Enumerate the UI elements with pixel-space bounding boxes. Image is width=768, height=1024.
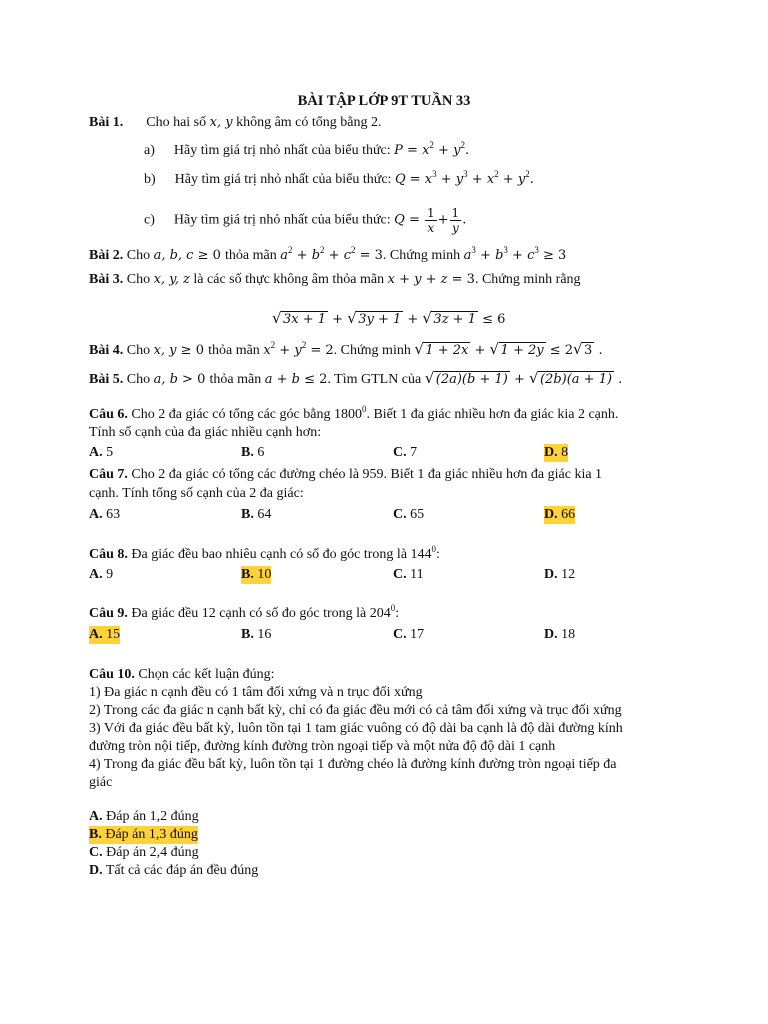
cau6-text1: Cho 2 đa giác có tổng các góc bằng 1800 [131,407,362,422]
cau10-intro: Chọn các kết luận đúng: [138,667,275,682]
cau10-option-d[interactable]: D. Tất cả các đáp án đều đúng [89,863,259,878]
bai1-intro: Cho hai số [146,115,207,130]
cau6-option-d[interactable]: D. 8 [544,445,569,460]
bai2-t3: . Chứng minh [382,248,461,263]
bai3-inequality: √ 3x + 1 + √ 3y + 1 + √ 3z + 1 ≤ 6 [272,309,506,327]
cau8-option-c[interactable]: C. 11 [393,567,424,582]
bai5-t2: thỏa mãn [209,372,262,387]
bai1-label: Bài 1. [89,115,124,130]
page-title: BÀI TẬP LỚP 9T TUẦN 33 [297,93,471,109]
cau9-line1: Câu 9. Đa giác đều 12 cạnh có số đo góc trong là $204^0$: [89,603,400,621]
bai4-t2: thỏa mãn [208,343,260,358]
bai2-t1: Cho [126,248,151,263]
bai3-t2: là các số thực không âm thỏa mãn [193,272,385,287]
cau10-option-c[interactable]: C. Đáp án 2,4 đúng [89,845,199,860]
cau10-line1 [89,666,274,684]
cau7-option-b[interactable]: B. 64 [241,507,272,522]
cau10-option-b[interactable]: B. Đáp án 1,3 đúng [89,827,198,842]
bai1-vars: x, y [209,115,233,130]
cau8-option-a[interactable]: A. 9 [89,567,114,582]
bai5-label: Bài 5. [89,372,124,387]
cau7-line2: cạnh. Tính tổng số cạnh của 2 đa giác: [89,486,304,501]
cau7-text1: Cho 2 đa giác có tổng các đường chéo là 959. Biết 1 đa giác nhiều hơn đa giác kia 1 [131,467,603,482]
bai2-t2: thỏa mãn [225,248,277,263]
cau6-option-c[interactable]: C. 7 [393,445,418,460]
bai1-a-formula: P [394,143,403,158]
bai1-c-label: c) [144,212,155,228]
bai1-c-formula: Q [394,212,405,228]
cau6-option-b[interactable]: B. 6 [241,445,265,460]
cau6-line2: Tính số cạnh của đa giác nhiều cạnh hơn: [89,425,322,440]
cau6-line1: Câu 6. Cho 2 đa giác có tổng các góc bằng 1800$^0$. Biết 1 đa giác nhiều hơn đa giác kia 2 cạnh. [89,404,619,422]
bai5-t3: . Tìm GTLN của [327,372,422,387]
cau10-label: Câu 10. [89,667,135,682]
bai1-intro2: không âm có tổng bằng 2. [236,115,382,130]
bai1-b-label: b) [144,172,156,187]
cau10-statement: 3) Với đa giác đều bất kỳ, luôn tồn tại 1 tam giác vuông có độ dài ba cạnh là độ dài đường kính [89,721,623,736]
bai1-a-text: Hãy tìm giá trị nhỏ nhất của biểu thức: [173,143,391,158]
cau8-text1: Đa giác đều bao nhiêu cạnh có số đo góc trong là 144 [131,547,432,562]
cau9-text1b: : [395,606,400,621]
bai3-label: Bài 3. [89,272,124,287]
bai1-b-text: Hãy tìm giá trị nhỏ nhất của biểu thức: [174,172,392,187]
cau10-option-a[interactable]: A. Đáp án 1,2 đúng [89,809,199,824]
cau7-option-a[interactable]: A. 63 [89,507,121,522]
bai1-c: c) Hãy tìm giá trị nhỏ nhất của biểu thức: Q = $\frac{1}{x}$ + $\frac{1}{y}$ . [144,206,467,235]
cau10-statement: 4) Trong đa giác đều bất kỳ, luôn tồn tại 1 đường chéo là đường kính đường tròn ngoại tiếp đa [89,757,617,772]
cau10-statement: 2) Trong các đa giác n cạnh bất kỳ, chỉ có đa giác đều mới có cả tâm đối xứng và trục đối xứng [89,703,622,718]
cau8-option-d[interactable]: D. 12 [544,567,576,582]
bai1-b-formula: Q [394,172,406,187]
cau7-option-d[interactable]: D. 66 [544,507,576,522]
cau10-statement: 1) Đa giác n cạnh đều có 1 tâm đối xứng và n trục đối xứng [89,685,423,700]
bai1-line [89,114,382,132]
bai1-b: b) Hãy tìm giá trị nhỏ nhất của biểu thức: $Q = x^3 + y^3 + x^2 + y^2$. [144,169,534,187]
cau10-statement: đường tròn nội tiếp, đường kính đường tròn ngoại tiếp và một nửa độ độ dài 1 cạnh [89,739,556,754]
cau7-line1 [89,466,602,484]
bai3-t3: . Chứng minh rằng [474,272,581,287]
cau8-label: Câu 8. [89,547,128,562]
bai3-t1: Cho [126,272,151,287]
cau9-option-d[interactable]: D. 18 [544,627,576,642]
bai1-a-label: a) [144,143,155,158]
cau8-line1: Câu 8. Đa giác đều bao nhiêu cạnh có số đo góc trong là $144^0$: [89,544,440,562]
cau6-label: Câu 6. [89,407,128,422]
bai2-line: Bài 2. Cho a, b, c ≥ 0 thỏa mãn $a^2 + b^2 + c^2 = 3$. Chứng minh $a^3 + b^3 + c^3 \ge 3$ [89,245,567,263]
bai1-a: a) Hãy tìm giá trị nhỏ nhất của biểu thức: $P = x^2 + y^2$. [144,140,470,158]
cau10-statement: giác [89,775,113,790]
bai1-c-text: Hãy tìm giá trị nhỏ nhất của biểu thức: [173,212,391,228]
bai4-t3: . Chứng minh [333,343,411,358]
bai2-label: Bài 2. [89,248,124,263]
bai4-t1: Cho [126,343,151,358]
cau7-label: Câu 7. [89,467,128,482]
cau8-text1b: : [436,547,440,562]
cau8-option-b[interactable]: B. 10 [241,567,272,582]
cau9-option-b[interactable]: B. 16 [241,627,272,642]
cau9-option-a[interactable]: A. 15 [89,627,121,642]
cau9-option-c[interactable]: C. 17 [393,627,425,642]
bai3-line: Bài 3. Cho x, y, z là các số thực không âm thỏa mãn x + y + z = 3. Chứng minh rằng [89,272,581,287]
cau7-option-c[interactable]: C. 65 [393,507,425,522]
cau6-text1b: . Biết 1 đa giác nhiều hơn đa giác kia 2 cạnh. [366,407,619,422]
cau6-option-a[interactable]: A. 5 [89,445,114,460]
cau9-text1: Đa giác đều 12 cạnh có số đo góc trong là 204 [131,606,391,621]
bai5-line: Bài 5. Cho a, b > 0 thỏa mãn a + b ≤ 2. Tìm GTLN của √ (2a)(b + 1) + √ (2b)(a + 1) . [89,369,623,387]
bai4-label: Bài 4. [89,343,124,358]
bai5-t1: Cho [126,372,151,387]
bai4-line: Bài 4. Cho x, y ≥ 0 thỏa mãn $x^2 + y^2 = 2$. Chứng minh √ 1 + 2x + √ 1 + 2y ≤ 2 √ 3 . [89,340,603,358]
cau9-label: Câu 9. [89,606,128,621]
